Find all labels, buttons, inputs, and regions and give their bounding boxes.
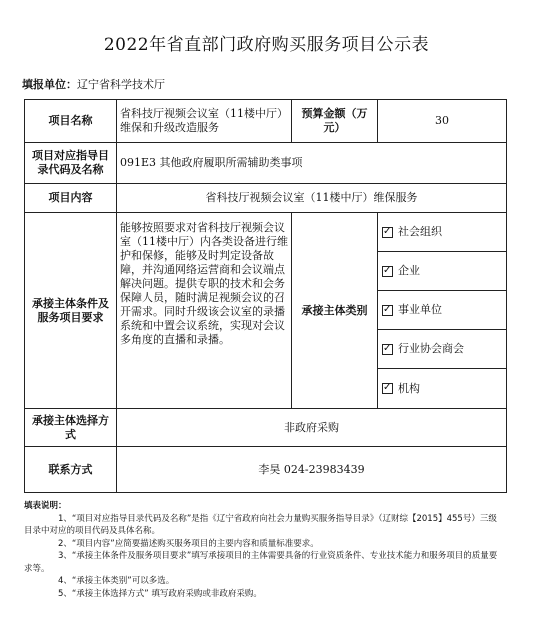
checked-box-icon [382,305,393,316]
catalog-code-label: 项目对应指导目录代码及名称 [25,143,117,184]
checked-box-icon [382,383,393,394]
entity-type-text: 机构 [398,381,420,395]
selection-method-value: 非政府采购 [117,409,507,447]
row-contact [25,447,507,493]
checked-box-icon [382,227,393,238]
instruction-item: 2、“项目内容”应简要描述购买服务项目的主要内容和质量标准要求。 [58,538,319,549]
project-name-value: 省科技厅视频会议室（11楼中厅）维保和升级改造服务 [117,100,292,143]
entity-type-options [378,213,507,409]
checked-box-icon [382,266,393,277]
catalog-code-value: 091E3 其他政府履职所需辅助类事项 [117,143,507,184]
project-content-label: 项目内容 [25,184,117,213]
entity-type-option [378,369,506,408]
entity-type-text: 行业协会商会 [398,342,464,355]
entity-type-option [378,291,506,330]
contact-value: 李昊 024-23983439 [117,447,507,493]
row-catalog-code [25,143,507,184]
selection-method-label: 承接主体选择方式 [25,409,117,447]
project-name-label: 项目名称 [25,100,117,143]
instruction-item: 5、“承接主体选择方式” 填写政府采购或非政府采购。 [58,588,262,599]
entity-type-option [378,330,506,369]
entity-type-option [378,213,506,252]
instruction-item: 3、“承接主体条件及服务项目要求”填写承接项目的主体需要具备的行业资质条件、专业技术能力和服务项目的质量要求等。 [24,551,498,574]
budget-value: 30 [378,100,507,143]
filling-instructions [24,500,504,600]
entity-type-text: 企业 [398,264,420,277]
reporting-unit [22,76,165,92]
entity-type-text: 事业单位 [398,303,442,316]
entity-type-option [378,252,506,291]
page-title: 2022年省直部门政府购买服务项目公示表 [103,35,430,55]
entity-type-label: 承接主体类别 [292,213,378,409]
requirements-label: 承接主体条件及服务项目要求 [25,213,117,409]
project-table [24,99,507,493]
budget-label: 预算金额（万元） [292,100,378,143]
reporting-unit-label: 填报单位： [22,78,77,91]
reporting-unit-value: 辽宁省科学技术厅 [77,78,165,91]
requirements-value: 能够按照要求对省科技厅视频会议室（11楼中厅）内各类设备进行维护和保修，能够及时判定设备故障，并沟通网络运营商和会议端点解决问题。提供专职的技术和会务保障人员，随时满足视频会议的召开需求。同时升级该会议室的录播系统和中置会议系统，实现对会议多角度的直播和录播。 [117,213,292,409]
instruction-item: 4、“承接主体类别”可以多选。 [58,576,175,586]
entity-type-text: 社会组织 [398,225,442,238]
contact-label: 联系方式 [25,447,117,493]
row-requirements [25,213,507,409]
checked-box-icon [382,344,393,355]
row-project-name [25,100,507,143]
instructions-heading: 填表说明： [24,501,67,511]
row-selection-method [25,409,507,447]
row-project-content [25,184,507,213]
project-content-value: 省科技厅视频会议室（11楼中厅）维保服务 [117,184,507,213]
instruction-item: 1、“项目对应指导目录代码及名称”是指《辽宁省政府向社会力量购买服务指导目录》（辽财综【2015】455号）三级目录中对应的项目代码及具体名称。 [24,513,497,536]
